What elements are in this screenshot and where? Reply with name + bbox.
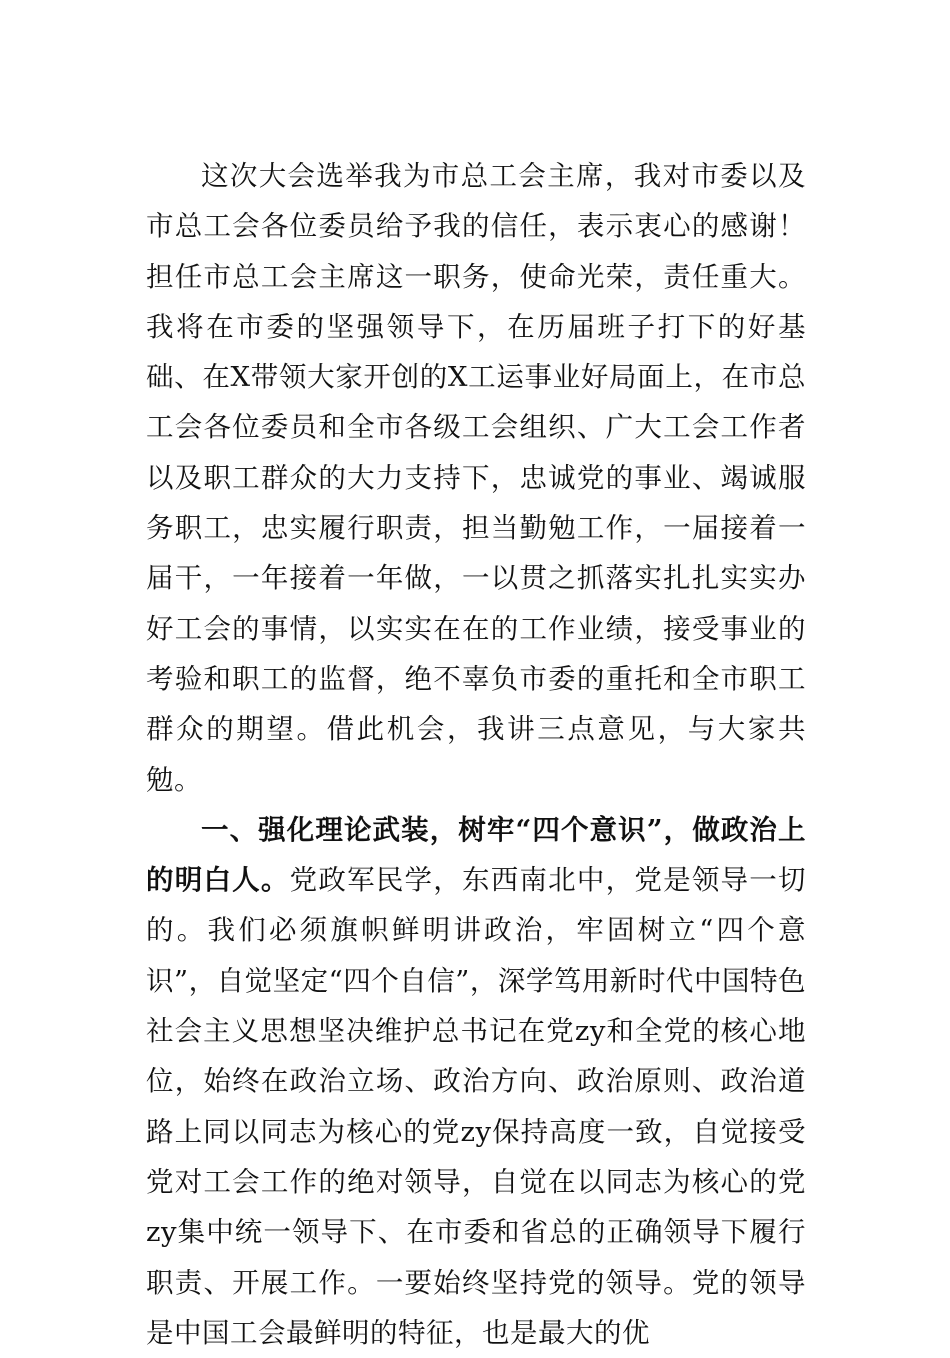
section-1-heading: 一、强化理论武装，树牢“四个意识”，做政治上的明白人。 — [146, 813, 806, 897]
document-body — [146, 151, 806, 1358]
section-1-paragraph — [146, 805, 806, 1358]
opening-paragraph: 这次大会选举我为市总工会主席，我对市委以及市总工会各位委员给予我的信任，表示衷心的感谢！担任市总工会主席这一职务，使命光荣，责任重大。我将在市委的坚强领导下，在历届班子打下的好基础、在X带领大家开创的X工运事业好局面上，在市总工会各位委员和全市各级工会组织、广大工会工作者以及职工群众的大力支持下，忠诚党的事业、竭诚服务职工，忠实履行职责，担当勤勉工作，一届接着一届干，一年接着一年做，一以贯之抓落实扎扎实实办好工会的事情，以实实在在的工作业绩，接受事业的考验和职工的监督，绝不辜负市委的重托和全市职工群众的期望。借此机会，我讲三点意见，与大家共勉。 — [146, 160, 806, 796]
section-1-body: 党政军民学，东西南北中，党是领导一切的。我们必须旗帜鲜明讲政治，牢固树立“四个意识”，自觉坚定“四个自信”，深学笃用新时代中国特色社会主义思想坚决维护总书记在党zy和全党的核心地位，始终在政治立场、政治方向、政治原则、政治道路上同以同志为核心的党zy保持高度一致，自觉接受党对工会工作的绝对领导，自觉在以同志为核心的党zy集中统一领导下、在市委和省总的正确领导下履行职责、开展工作。一要始终坚持党的领导。党的领导是中国工会最鲜明的特征，也是最大的优 — [146, 864, 807, 1349]
